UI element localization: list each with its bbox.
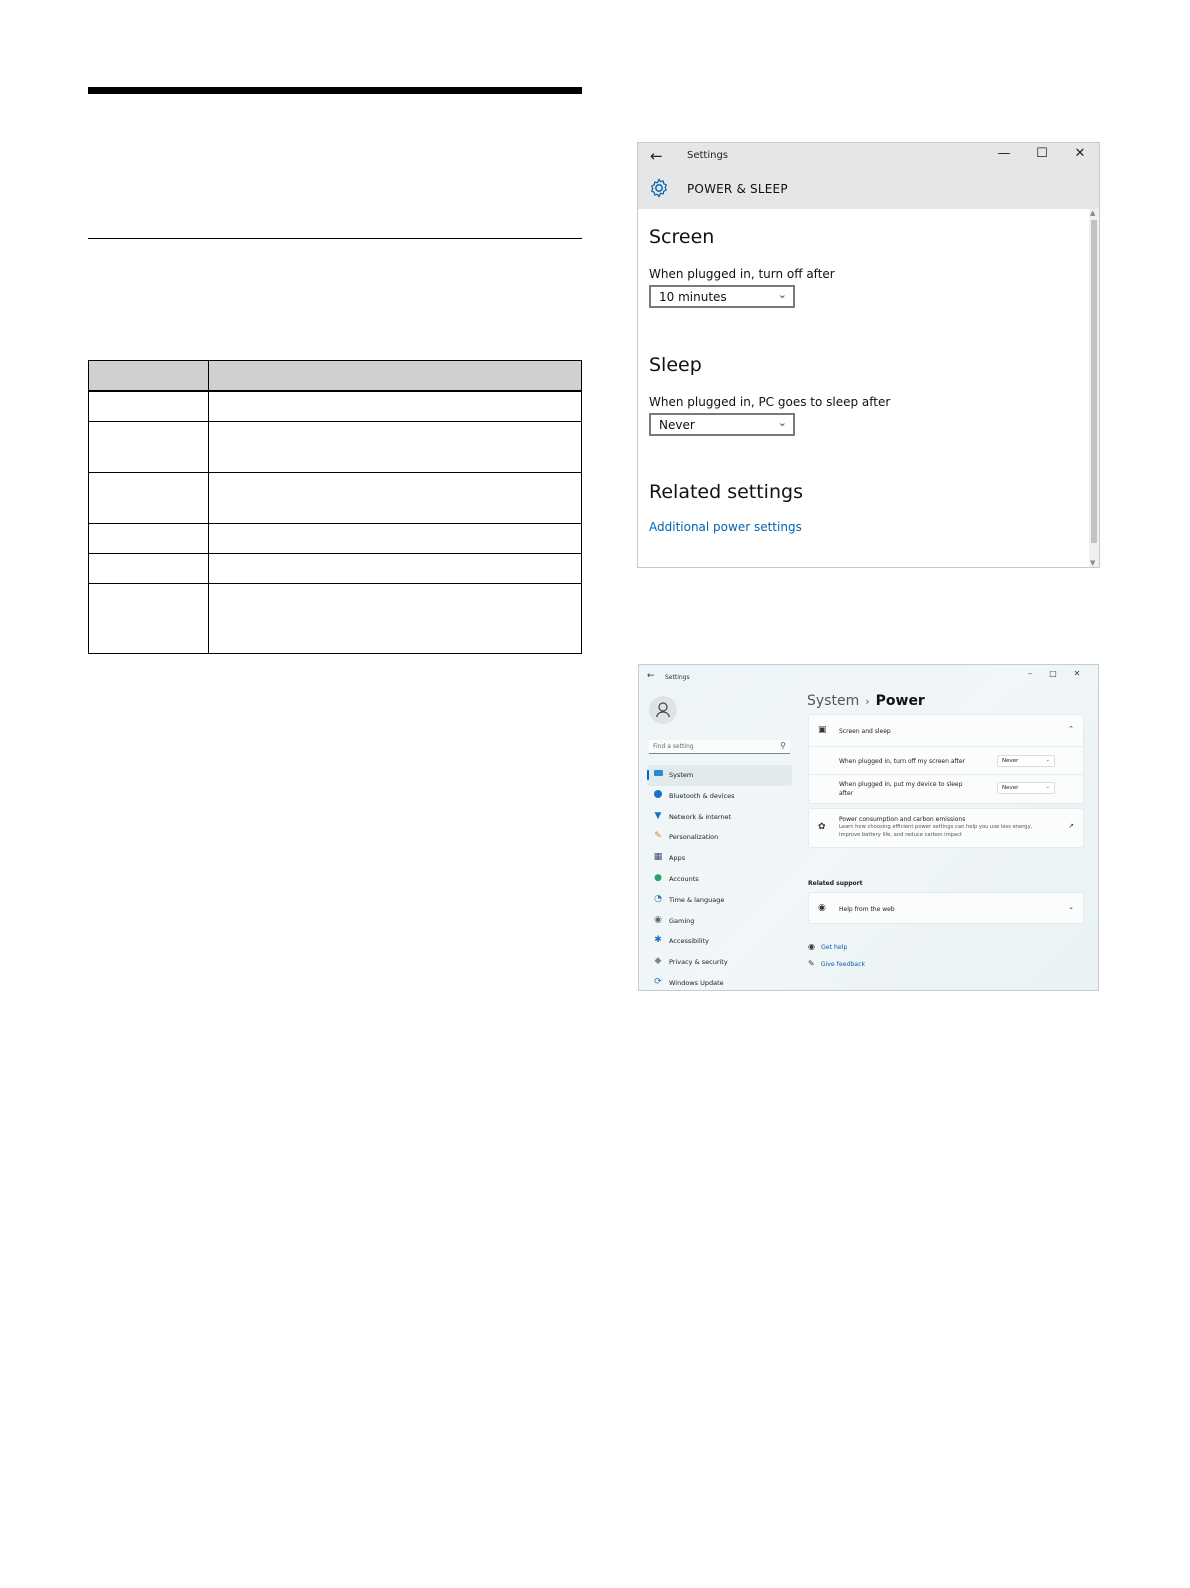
minimize-icon[interactable]: – <box>1028 669 1032 678</box>
brush-icon: ✎ <box>654 831 662 842</box>
bluetooth-icon <box>653 790 663 800</box>
sleep-timeout-dropdown[interactable] <box>997 782 1055 794</box>
screen-timeout-dropdown[interactable] <box>997 755 1055 767</box>
dropdown-value: Never <box>1002 758 1019 764</box>
win11-settings-window <box>638 664 1099 991</box>
table-cell <box>209 523 582 553</box>
chevron-down-icon: ⌄ <box>777 416 787 429</box>
globe-icon: ◉ <box>818 903 826 913</box>
table-cell <box>89 583 209 653</box>
sidebar-item-personalization[interactable] <box>647 827 792 848</box>
back-arrow-icon[interactable]: ← <box>647 671 655 681</box>
sidebar-item-gaming[interactable] <box>647 911 792 932</box>
leaf-icon: ✿ <box>818 822 826 832</box>
select-value: 10 minutes <box>659 290 727 304</box>
person-icon: ● <box>654 872 662 883</box>
card-title: Screen and sleep <box>839 728 891 735</box>
chevron-down-icon: ⌄ <box>1045 784 1050 790</box>
chevron-down-icon: ⌄ <box>1045 757 1050 763</box>
active-indicator <box>647 770 649 780</box>
sidebar-item-windows-update[interactable] <box>647 973 792 991</box>
chevron-down-icon: ⌄ <box>777 288 787 301</box>
sidebar-item-accessibility[interactable] <box>647 931 792 952</box>
monitor-icon <box>653 769 663 779</box>
table-cell <box>89 472 209 523</box>
divider <box>809 774 1083 775</box>
table-header-row <box>89 361 582 392</box>
sidebar-item-label: System <box>669 771 694 779</box>
sleep-section-title: Sleep <box>649 354 702 376</box>
related-support-heading: Related support <box>808 880 863 887</box>
table-cell <box>209 583 582 653</box>
person-icon <box>649 696 677 724</box>
sidebar-nav <box>647 765 792 991</box>
scrollbar-thumb[interactable] <box>1091 220 1097 543</box>
chevron-up-icon[interactable]: ⌃ <box>1068 725 1074 733</box>
external-link-icon[interactable]: ↗ <box>1068 822 1074 830</box>
screen-timeout-label: When plugged in, turn off after <box>649 267 835 281</box>
sidebar-item-system[interactable] <box>647 765 792 786</box>
sleep-timeout-label-line2: after <box>839 790 854 797</box>
win10-titlebar <box>638 143 1099 169</box>
card-desc-line2: improve battery life, and reduce carbon impact <box>839 832 962 838</box>
sidebar-item-privacy[interactable] <box>647 952 792 973</box>
globe-clock-icon: ◔ <box>654 893 662 904</box>
scroll-down-icon[interactable]: ▼ <box>1090 559 1096 567</box>
power-consumption-card[interactable] <box>808 808 1084 848</box>
sidebar-item-label: Network & internet <box>669 812 732 821</box>
table-cell <box>209 553 582 583</box>
minimize-icon[interactable]: — <box>997 146 1011 161</box>
table-row <box>89 523 582 553</box>
sidebar-item-label: Personalization <box>669 833 719 842</box>
win10-settings-window <box>637 142 1100 568</box>
table-cell <box>89 391 209 421</box>
search-icon: ⚲ <box>780 741 786 750</box>
divider <box>809 746 1083 747</box>
related-settings-title: Related settings <box>649 481 803 503</box>
heading-rule-thick <box>88 87 582 94</box>
screen-timeout-select[interactable] <box>649 285 795 308</box>
select-value: Never <box>659 418 695 432</box>
chevron-down-icon[interactable]: ⌄ <box>1068 903 1074 911</box>
table-cell <box>209 421 582 472</box>
help-icon: ◉ <box>808 942 815 951</box>
screen-sleep-header[interactable] <box>809 715 1083 745</box>
help-from-web-card[interactable] <box>808 892 1084 924</box>
table-cell <box>89 421 209 472</box>
win10-header <box>638 143 1099 209</box>
page-title: Power <box>875 693 925 709</box>
apps-icon: ▦ <box>653 852 663 863</box>
sleep-timeout-select[interactable] <box>649 413 795 436</box>
sleep-timeout-label-line1: When plugged in, put my device to sleep <box>839 781 963 788</box>
sidebar-item-label: Accessibility <box>669 937 709 946</box>
table-row <box>89 553 582 583</box>
search-placeholder: Find a setting <box>653 743 694 750</box>
scroll-up-icon[interactable]: ▲ <box>1090 209 1096 217</box>
table-row <box>89 583 582 653</box>
card-title: Help from the web <box>839 906 895 913</box>
screen-timeout-label: When plugged in, turn off my screen after <box>839 758 966 765</box>
screen-section-title: Screen <box>649 226 715 248</box>
screen-sleep-card <box>808 714 1084 804</box>
chevron-right-icon: › <box>865 695 870 708</box>
window-title: Settings <box>687 150 729 161</box>
table-row <box>89 391 582 421</box>
win10-content <box>638 209 1099 567</box>
table-header-cell <box>89 361 209 392</box>
sidebar-item-label: Windows Update <box>669 978 724 987</box>
avatar[interactable] <box>649 696 677 724</box>
screen-sleep-icon: ▣ <box>818 725 827 735</box>
table-cell <box>209 391 582 421</box>
sidebar-item-bluetooth[interactable] <box>647 786 792 807</box>
sidebar-item-network[interactable] <box>647 807 792 828</box>
sidebar-item-label: Bluetooth & devices <box>669 791 735 800</box>
table-row <box>89 421 582 472</box>
breadcrumb-parent[interactable]: System <box>807 693 860 709</box>
page-heading: POWER & SLEEP <box>687 182 788 196</box>
sidebar-item-time-language[interactable] <box>647 890 792 911</box>
table-cell <box>209 472 582 523</box>
accessibility-icon: ✱ <box>654 935 662 946</box>
sleep-timeout-label: When plugged in, PC goes to sleep after <box>649 395 891 409</box>
link-label: Get help <box>820 944 848 951</box>
give-feedback-link[interactable] <box>808 959 865 968</box>
table-row <box>89 472 582 523</box>
back-arrow-icon[interactable]: ← <box>650 147 663 165</box>
sidebar-item-accounts[interactable] <box>647 869 792 890</box>
table-cell <box>89 523 209 553</box>
sidebar-item-label: Gaming <box>669 916 695 925</box>
spec-table <box>88 360 582 654</box>
close-icon[interactable]: ✕ <box>1073 669 1081 678</box>
gamepad-icon: ◉ <box>654 914 662 925</box>
search-input[interactable] <box>649 740 790 754</box>
dropdown-value: Never <box>1002 785 1019 791</box>
feedback-icon: ✎ <box>808 959 815 968</box>
additional-power-settings-link[interactable]: Additional power settings <box>649 520 802 534</box>
wifi-icon: ▼ <box>654 810 662 821</box>
update-icon: ⟳ <box>654 976 662 987</box>
get-help-link[interactable] <box>808 942 847 951</box>
card-desc-line1: Learn how choosing efficient power settings can help you use less energy, <box>839 824 1033 830</box>
card-title: Power consumption and carbon emissions <box>839 816 966 823</box>
sidebar-item-label: Apps <box>669 854 686 863</box>
sidebar-item-label: Time & language <box>669 895 725 904</box>
sidebar-item-apps[interactable] <box>647 848 792 869</box>
window-title: Settings <box>665 674 690 681</box>
sidebar-item-label: Privacy & security <box>669 958 728 967</box>
scrollbar[interactable] <box>1089 209 1099 567</box>
maximize-icon[interactable]: □ <box>1049 669 1057 678</box>
gear-icon <box>648 177 670 199</box>
sidebar-item-label: Accounts <box>669 874 699 883</box>
shield-icon: ◆ <box>654 956 662 967</box>
table-header-cell <box>209 361 582 392</box>
table-cell <box>89 553 209 583</box>
close-icon[interactable]: ✕ <box>1074 146 1086 161</box>
heading-rule-thin <box>88 238 582 239</box>
maximize-icon[interactable]: ☐ <box>1036 146 1048 161</box>
breadcrumb <box>807 693 925 709</box>
link-label: Give feedback <box>820 961 866 968</box>
